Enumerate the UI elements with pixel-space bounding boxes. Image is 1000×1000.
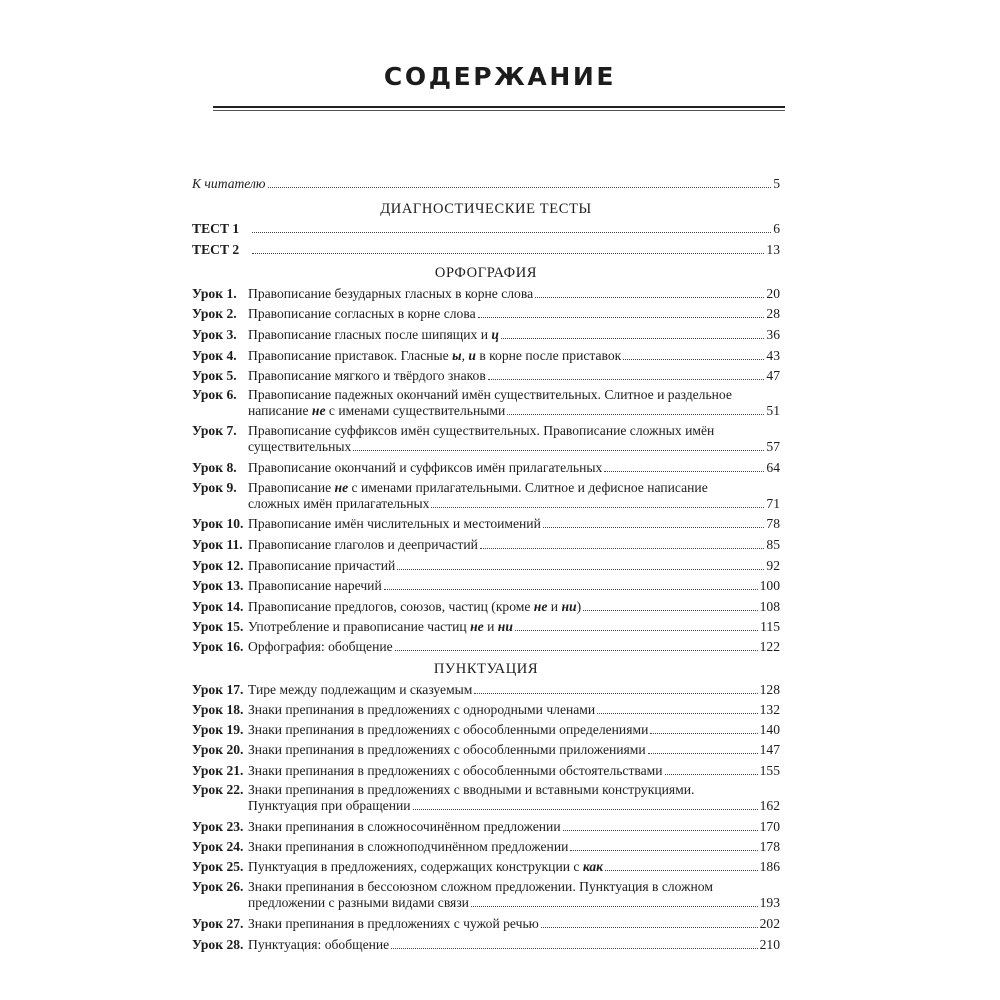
- toc-entry-lesson-3[interactable]: [192, 326, 780, 343]
- leader-dots: [541, 915, 758, 928]
- toc-entry-lesson-26-cont[interactable]: [192, 894, 780, 911]
- entry-label: Урок 10.: [192, 516, 244, 531]
- page-number: 115: [760, 619, 780, 634]
- toc-entry-lesson-21[interactable]: [192, 762, 780, 779]
- leader-dots: [604, 459, 764, 472]
- leader-dots: [570, 838, 757, 851]
- toc-entry-lesson-28[interactable]: [192, 936, 780, 953]
- toc-entry-lesson-14[interactable]: [192, 598, 780, 615]
- entry-text: Правописание причастий: [248, 558, 396, 573]
- toc-entry-lesson-23[interactable]: [192, 818, 780, 835]
- entry-text-line-1: Знаки препинания в предложениях с вводными и вставными конструкциями.: [248, 782, 695, 797]
- keyword: не: [533, 599, 548, 614]
- page-number: 64: [766, 460, 780, 475]
- toc-entry-lesson-6[interactable]: [192, 386, 780, 403]
- entry-label: Урок 11.: [192, 537, 243, 552]
- entry-label: Урок 2.: [192, 306, 237, 321]
- leader-dots: [501, 326, 764, 339]
- leader-dots: [395, 638, 758, 651]
- entry-text: Знаки препинания в предложениях с обособленными обстоятельствами: [248, 763, 663, 778]
- entry-text: Употребление и правописание частиц не и ни: [248, 619, 513, 634]
- entry-text: Орфография: обобщение: [248, 639, 393, 654]
- leader-dots: [605, 858, 758, 871]
- entry-label: Урок 4.: [192, 348, 237, 363]
- toc-entry-lesson-19[interactable]: [192, 721, 780, 738]
- leader-dots: [543, 515, 765, 528]
- entry-label: Урок 16.: [192, 639, 244, 654]
- entry-text: К читателю: [192, 176, 266, 191]
- entry-text: Правописание наречий: [248, 578, 382, 593]
- entry-text: Знаки препинания в предложениях с обособленными определениями: [248, 722, 649, 737]
- page-number: 178: [759, 839, 780, 854]
- entry-label: Урок 13.: [192, 578, 244, 593]
- entry-label: Урок 20.: [192, 742, 244, 757]
- toc-entry-lesson-22[interactable]: [192, 781, 780, 798]
- entry-text: Правописание предлогов, союзов, частиц (кроме не и ни): [248, 599, 582, 614]
- entry-text: Правописание окончаний и суффиксов имён прилагательных: [248, 460, 603, 475]
- leader-dots: [563, 818, 758, 831]
- toc-entry-lesson-18[interactable]: [192, 701, 780, 718]
- entry-label: Урок 27.: [192, 916, 244, 931]
- leader-dots: [648, 741, 758, 754]
- toc-entry-lesson-24[interactable]: [192, 838, 780, 855]
- leader-dots: [478, 305, 765, 318]
- toc-entry-lesson-2[interactable]: [192, 305, 780, 322]
- page-title: СОДЕРЖАНИЕ: [383, 62, 617, 91]
- section-heading-orthography: ОРФОГРАФИЯ: [434, 265, 538, 281]
- leader-dots: [252, 220, 771, 233]
- entry-text-line-2: предложении с разными видами связи: [248, 895, 469, 910]
- keyword: не: [470, 619, 484, 634]
- toc-entry-lesson-20[interactable]: [192, 741, 780, 758]
- keyword: ни: [497, 619, 513, 634]
- toc-entry-lesson-22-cont[interactable]: [192, 797, 780, 814]
- toc-entry-lesson-15[interactable]: [192, 618, 780, 635]
- page-number: 140: [759, 722, 780, 737]
- toc-entry-lesson-4[interactable]: [192, 347, 780, 364]
- entry-label: Урок 23.: [192, 819, 244, 834]
- entry-text: Знаки препинания в сложносочинённом предложении: [248, 819, 561, 834]
- page-number: 43: [766, 348, 780, 363]
- entry-label: Урок 12.: [192, 558, 244, 573]
- toc-entry-lesson-16[interactable]: [192, 638, 780, 655]
- leader-dots: [413, 797, 758, 810]
- entry-label: Урок 7.: [192, 423, 237, 438]
- page-number: 108: [759, 599, 780, 614]
- toc-entry-lesson-10[interactable]: [192, 515, 780, 532]
- page-number: 186: [759, 859, 780, 874]
- entry-text: Знаки препинания в предложениях с однородными членами: [248, 702, 596, 717]
- entry-label: Урок 28.: [192, 937, 244, 952]
- entry-text: Пунктуация: обобщение: [248, 937, 390, 952]
- toc-entry-lesson-8[interactable]: [192, 459, 780, 476]
- entry-label: Урок 14.: [192, 599, 244, 614]
- page-number: 155: [759, 763, 780, 778]
- leader-dots: [623, 347, 764, 360]
- entry-label: Урок 18.: [192, 702, 244, 717]
- page-number: 6: [773, 221, 780, 236]
- leader-dots: [471, 894, 758, 907]
- page-number: 5: [773, 176, 780, 191]
- entry-label: ТЕСТ 2: [192, 242, 240, 257]
- toc-entry-test-1[interactable]: [192, 220, 780, 237]
- entry-text: Правописание безударных гласных в корне слова: [248, 286, 534, 301]
- toc-entry-lesson-17[interactable]: [192, 681, 780, 698]
- leader-dots: [665, 762, 758, 775]
- leader-dots: [488, 367, 765, 380]
- toc-entry-lesson-25[interactable]: [192, 858, 780, 875]
- page-number: 170: [759, 819, 780, 834]
- keyword: не: [334, 480, 349, 495]
- leader-dots: [252, 241, 764, 254]
- page-number: 202: [759, 916, 780, 931]
- page-number: 28: [766, 306, 780, 321]
- toc-entry-lesson-12[interactable]: [192, 557, 780, 574]
- leader-dots: [507, 402, 764, 415]
- entry-text: Пунктуация в предложениях, содержащих конструкции с как: [248, 859, 604, 874]
- entry-text-line-1: Знаки препинания в бессоюзном сложном предложении. Пунктуация в сложном: [248, 879, 713, 894]
- page-number: 36: [766, 327, 780, 342]
- toc-entry-reader[interactable]: [192, 175, 780, 192]
- page-number: 92: [766, 558, 780, 573]
- leader-dots: [268, 175, 772, 188]
- entry-text: Знаки препинания в предложениях с чужой речью: [248, 916, 539, 931]
- entry-text: Знаки препинания в сложноподчинённом предложении: [248, 839, 569, 854]
- leader-dots: [431, 495, 764, 508]
- entry-text: Правописание гласных после шипящих и ц: [248, 327, 499, 342]
- entry-label: Урок 1.: [192, 286, 237, 301]
- page-number: 51: [766, 403, 780, 418]
- page-number: 162: [759, 798, 780, 813]
- leader-dots: [384, 577, 758, 590]
- leader-dots: [397, 557, 764, 570]
- keyword: и: [468, 348, 476, 363]
- keyword: ни: [561, 599, 577, 614]
- entry-label: Урок 3.: [192, 327, 237, 342]
- page-number: 85: [766, 537, 780, 552]
- toc-entry-lesson-13[interactable]: [192, 577, 780, 594]
- page-number: 20: [766, 286, 780, 301]
- keyword: не: [311, 403, 326, 418]
- entry-label: Урок 26.: [192, 879, 244, 894]
- entry-label: Урок 24.: [192, 839, 244, 854]
- entry-text-line-2: сложных имён прилагательных: [248, 496, 430, 511]
- entry-text: Знаки препинания в предложениях с обособленными приложениями: [248, 742, 646, 757]
- entry-label: Урок 8.: [192, 460, 237, 475]
- leader-dots: [515, 618, 758, 631]
- page-number: 71: [766, 496, 780, 511]
- page-number: 100: [759, 578, 780, 593]
- keyword: как: [582, 859, 604, 874]
- entry-text-line-1: Правописание падежных окончаний имён существительных. Слитное и раздельное: [248, 387, 732, 402]
- page-number: 57: [766, 439, 780, 454]
- keyword: ц: [491, 327, 499, 342]
- page-number: 132: [759, 702, 780, 717]
- toc-entry-lesson-6-cont[interactable]: [192, 402, 780, 419]
- section-heading-punctuation: ПУНКТУАЦИЯ: [433, 661, 539, 677]
- page-number: 122: [759, 639, 780, 654]
- entry-text: Правописание приставок. Гласные ы, и в корне после приставок: [248, 348, 622, 363]
- entry-label: Урок 6.: [192, 387, 237, 402]
- toc-entry-lesson-7-cont[interactable]: [192, 438, 780, 455]
- section-heading-diagnostic: ДИАГНОСТИЧЕСКИЕ ТЕСТЫ: [380, 201, 592, 217]
- entry-label: Урок 15.: [192, 619, 244, 634]
- entry-label: Урок 9.: [192, 480, 237, 495]
- page-number: 13: [766, 242, 780, 257]
- page-number: 193: [759, 895, 780, 910]
- entry-text-line-2: Пунктуация при обращении: [248, 798, 411, 813]
- entry-label: Урок 21.: [192, 763, 244, 778]
- leader-dots: [535, 285, 764, 298]
- entry-label: Урок 5.: [192, 368, 237, 383]
- entry-label: Урок 19.: [192, 722, 244, 737]
- leader-dots: [583, 598, 757, 611]
- toc-entry-lesson-11[interactable]: [192, 536, 780, 553]
- leader-dots: [480, 536, 765, 549]
- leader-dots: [597, 701, 757, 714]
- toc-entry-lesson-7[interactable]: [192, 422, 780, 439]
- entry-text: Правописание глаголов и деепричастий: [248, 537, 478, 552]
- toc-entry-lesson-9[interactable]: [192, 479, 780, 496]
- toc-entry-lesson-27[interactable]: [192, 915, 780, 932]
- toc-entry-lesson-1[interactable]: [192, 285, 780, 302]
- toc-entry-lesson-5[interactable]: [192, 367, 780, 384]
- page-number: 147: [759, 742, 780, 757]
- page-number: 128: [759, 682, 780, 697]
- leader-dots: [474, 681, 757, 694]
- entry-text-line-1: Правописание суффиксов имён существительных. Правописание сложных имён: [248, 423, 715, 438]
- leader-dots: [650, 721, 757, 734]
- toc-entry-lesson-9-cont[interactable]: [192, 495, 780, 512]
- entry-label: ТЕСТ 1: [192, 221, 240, 236]
- entry-text: Правописание имён числительных и местоимений: [248, 516, 541, 531]
- entry-text-line-2: существительных: [248, 439, 352, 454]
- entry-label: Урок 22.: [192, 782, 244, 797]
- entry-label: Урок 17.: [192, 682, 244, 697]
- page-number: 210: [759, 937, 780, 952]
- entry-text-line-1: Правописание не с именами прилагательными. Слитное и дефисное написание: [248, 480, 708, 495]
- toc-entry-test-2[interactable]: [192, 241, 780, 258]
- entry-label: Урок 25.: [192, 859, 244, 874]
- toc-entry-lesson-26[interactable]: [192, 878, 780, 895]
- leader-dots: [353, 438, 764, 451]
- keyword: ы: [452, 348, 462, 363]
- entry-text: Правописание согласных в корне слова: [248, 306, 476, 321]
- page-number: 78: [766, 516, 780, 531]
- entry-text: Тире между подлежащим и сказуемым: [248, 682, 473, 697]
- entry-text-line-2: написание не с именами существительными: [248, 403, 506, 418]
- leader-dots: [391, 936, 757, 949]
- entry-text: Правописание мягкого и твёрдого знаков: [248, 368, 486, 383]
- page-number: 47: [766, 368, 780, 383]
